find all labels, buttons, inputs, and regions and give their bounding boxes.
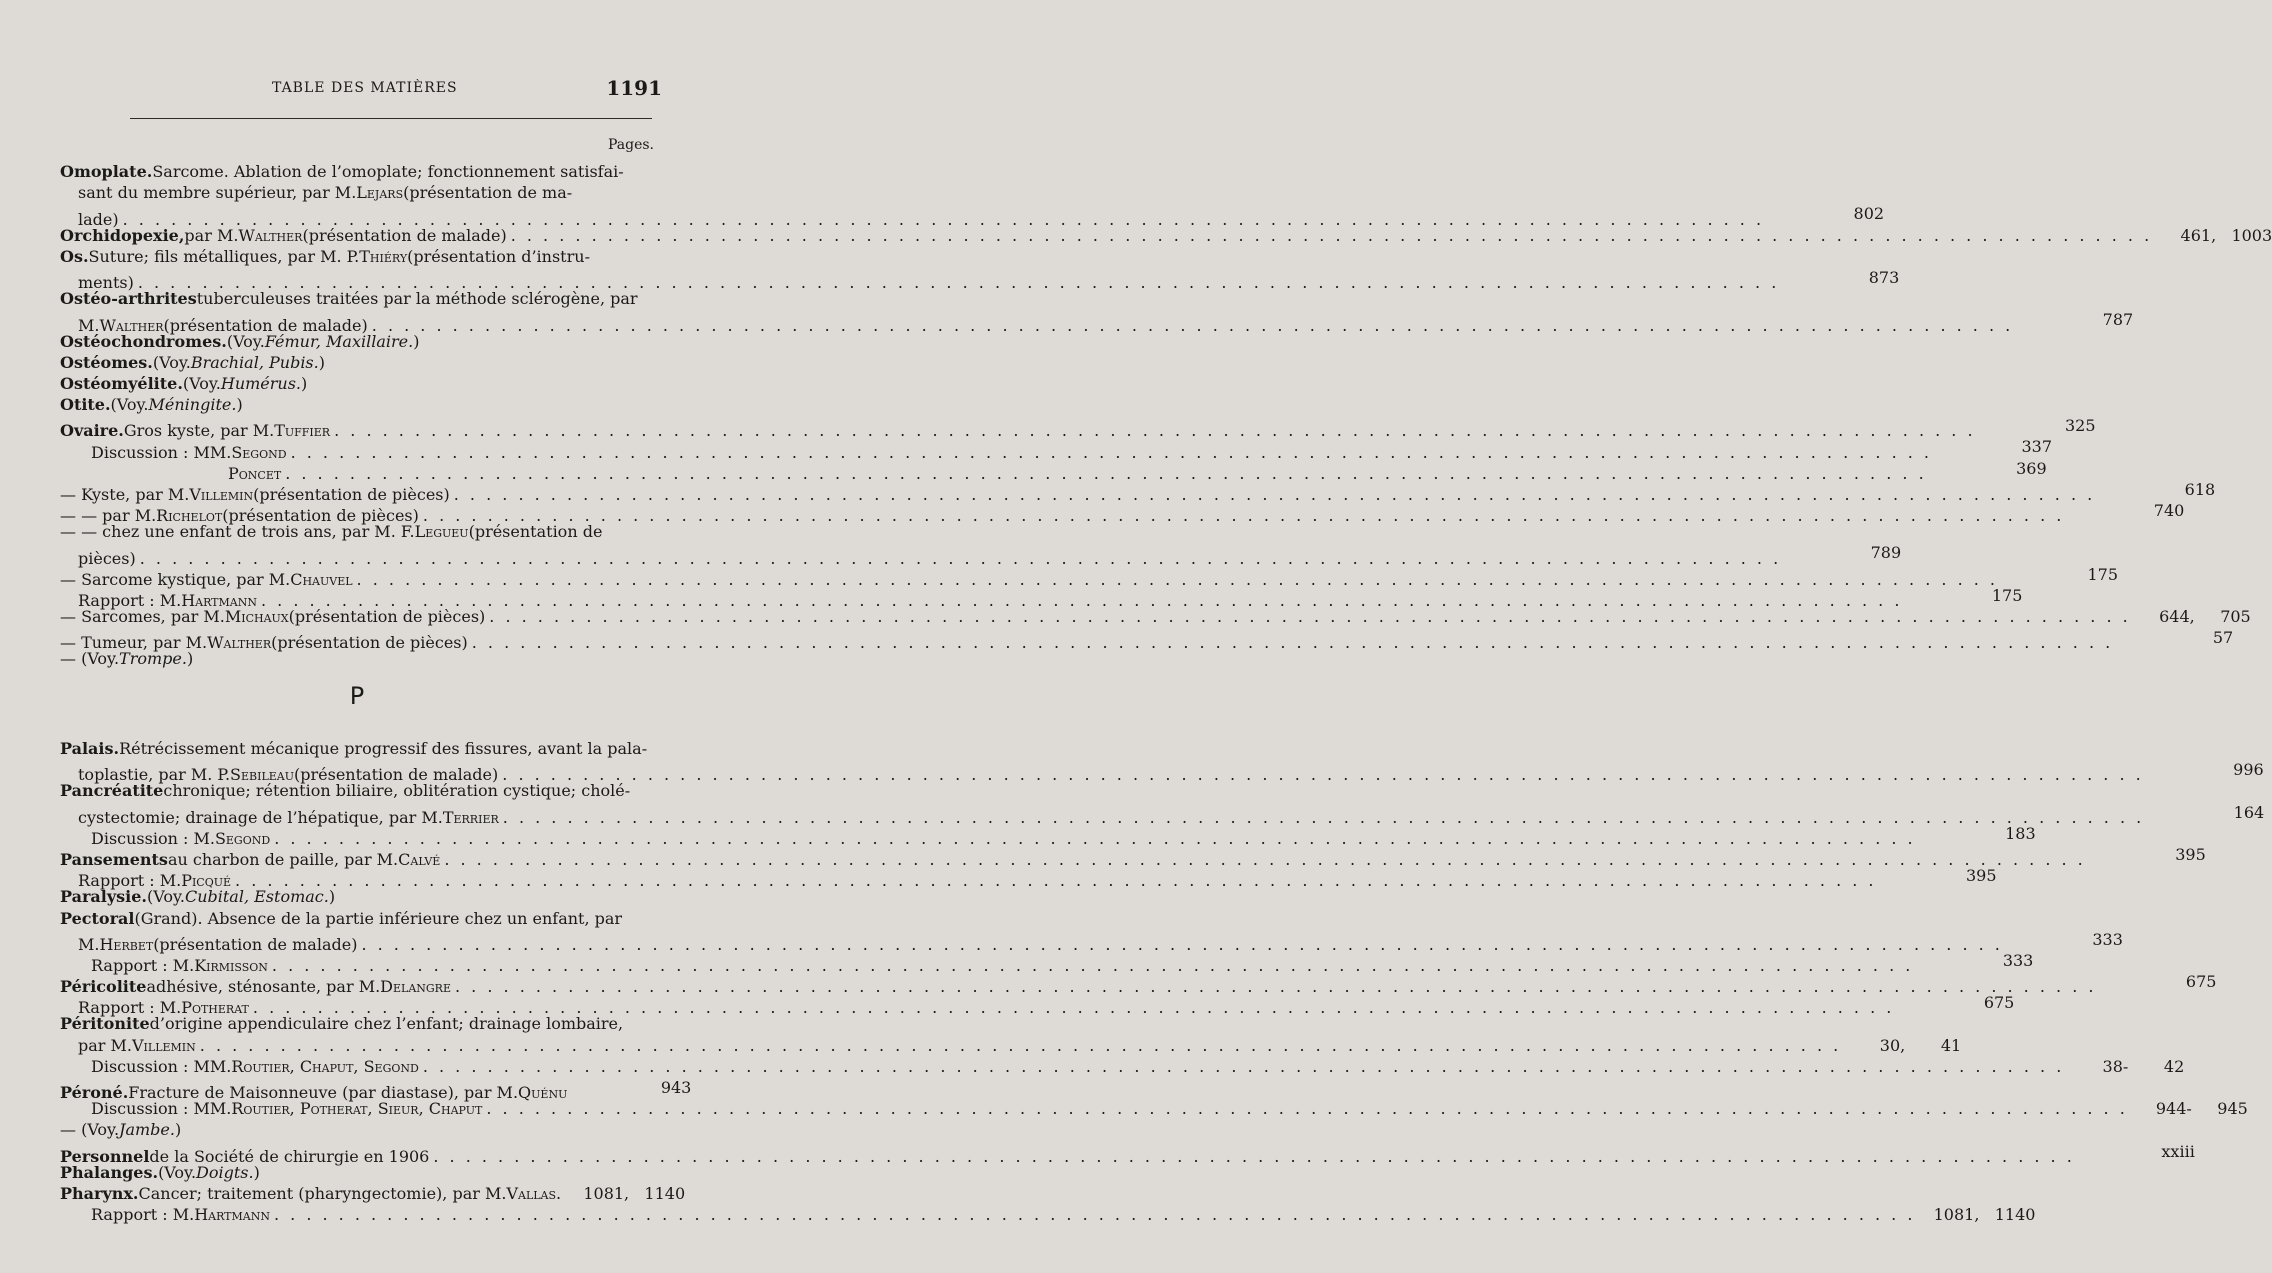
page-ref [1768,203,1828,224]
page-ref: 675 [1983,993,2015,1013]
index-line [60,521,656,542]
entry-term: Ostéomes. [60,352,153,372]
index-line [60,161,656,182]
index-section-p [60,738,2265,1225]
entry-text: (présentation de malade) [163,315,368,335]
entry-text: Gros kyste, par M. [123,421,275,441]
author-name: Chauvel [290,569,353,589]
page-refs [1931,458,2047,479]
entry-text: — Tumeur, par M. [60,633,208,653]
page-refs [1845,1035,1961,1056]
page-refs [1980,415,2096,436]
page-ref [2090,844,2150,865]
page-ref [2117,627,2177,648]
author-name: Segond [231,442,287,462]
page-ref [1881,865,1941,886]
dot-leader [140,548,1781,569]
entry-text: (Voy. [110,395,149,415]
page-refs [2007,929,2123,950]
entry-text: (présentation de [468,522,603,542]
index-line [60,908,656,929]
author-name: Legueu [414,522,469,542]
entry-text: de la Société de chirurgie en 1906 [149,1146,430,1166]
page-refs [1768,203,1884,224]
page-ref: xxiii [2161,1141,2195,1161]
page-ref: 41 [1940,1035,1962,1055]
page-refs [1783,267,1899,288]
cross-reference: Doigts. [196,1162,254,1182]
page-refs [1785,542,1901,563]
entry-text: — (Voy. [60,649,120,669]
entry-term: Paralysie. [60,887,147,907]
page-ref: 333 [2002,950,2034,970]
entry-text: (présentation de malade) [153,934,358,954]
author-name: Delangre [380,977,451,997]
page-ref: 38- [2102,1056,2129,1076]
entry-term: Ostéo-arthrites [60,289,197,309]
page-ref: 1081, [583,1183,630,1203]
dot-leader [503,807,2144,828]
page-ref: 175 [1991,585,2023,605]
entry-text: — Sarcomes, par M. [60,606,225,626]
page-ref: 944- [2155,1099,2192,1119]
entry-term: Pharynx. [60,1183,139,1203]
author-name: Poncet [228,463,282,483]
entry-term: Ostéomyélite. [60,373,183,393]
entry-text: (présentation de pièces) [222,506,419,526]
author-name: Thiéry [359,246,408,266]
page-refs [569,1183,685,1204]
dot-leader [274,828,1915,849]
page-ref [1936,436,1996,457]
page-ref: 42 [2163,1056,2185,1076]
page-refs [575,1077,691,1098]
entry-text: ) [253,1162,260,1182]
index-line [60,929,2123,954]
dot-leader [291,442,1932,463]
index-line [60,246,656,267]
running-title: TABLE DES MATIÈRES [272,80,458,96]
entry-text: ) [328,887,336,907]
entry-term: Otite. [60,395,111,415]
author-name: Kirmisson [194,956,268,976]
page-ref [2079,1141,2139,1162]
header-rule [130,118,652,119]
cross-reference: Fémur, Maxillaire. [264,331,414,351]
page-ref: 996 [2233,760,2264,780]
index-line [60,802,2265,827]
page-ref: 30, [1879,1035,1906,1055]
dot-leader [511,225,2152,246]
entry-term: Péricolite [60,977,147,997]
page-ref: 943 [660,1078,692,1097]
entry-term: Ostéochondromes. [60,331,227,351]
dot-leader [357,569,1998,590]
entry-text: Rapport : M. [78,590,182,610]
entry-term: Péroné. [60,1083,129,1103]
index-line [60,1183,686,1204]
dot-leader [272,955,1913,976]
entry-text: par M. [184,225,239,245]
page-ref [1980,415,2040,436]
entry-text: M. [78,315,100,335]
page-ref: 333 [2092,929,2123,949]
page-ref: 802 [1853,204,1885,224]
entry-term: Omoplate. [60,162,153,181]
dot-leader [455,976,2096,997]
page-ref: 175 [2087,564,2118,584]
author-name: Picqué [181,871,232,891]
author-name: Calvé [398,850,441,870]
entry-text: Rapport : M. [91,1205,195,1225]
entry-text: Rapport : M. [91,956,195,976]
author-name: Quénu [518,1083,568,1103]
index-line [60,780,656,801]
index-line [60,182,656,203]
author-name: Vallas [506,1183,557,1203]
page-ref [2007,929,2067,950]
page-ref: 618 [2184,479,2216,499]
entry-text: adhésive, sténosante, par M. [146,977,381,997]
entry-text: Discussion : MM. [91,1056,232,1076]
index-section-o [60,161,2272,670]
dot-leader [372,315,2013,336]
dot-leader [489,606,2130,627]
index-line [60,542,1902,568]
index-line [60,352,656,373]
dot-leader [423,1056,2064,1077]
page-ref: 1081, [1933,1205,1980,1225]
entry-text: Rapport : M. [78,871,182,891]
author-name: Walther [207,633,272,653]
entry-text: — — chez une enfant de trois ans, par M. F. [60,522,415,542]
dot-leader [433,1146,2074,1167]
entry-text: (Voy. [152,352,191,372]
cross-reference: Brachial, Pubis. [190,352,319,372]
page-ref: 57 [2212,628,2234,648]
dot-leader [423,505,2064,526]
page-ref: 337 [2021,437,2053,457]
entry-text: — — par M. [60,506,157,526]
page-ref [1931,458,1991,479]
cross-reference: Méningite. [148,395,237,415]
dot-leader [502,764,2143,785]
dot-leader [235,870,1876,891]
entry-text: (présentation de pièces) [288,606,486,626]
page-ref: 1003 [2231,225,2272,245]
page-ref [1906,585,1966,606]
page-ref: 945 [2217,1099,2248,1119]
page-refs [1898,992,2014,1013]
index-line [60,1056,2185,1077]
entry-text: au charbon de paille, par M. [167,850,399,870]
entry-text: (Grand). Absence de la partie inférieure chez un enfant, par [134,908,623,928]
dot-leader [285,463,1926,484]
page-ref [2017,309,2077,330]
page-refs [2068,500,2184,521]
author-name: Potherat [181,998,249,1018]
author-name: Villemin [189,485,254,505]
page-header [60,76,660,102]
entry-text: ) [413,331,420,351]
page-refs [2099,479,2215,500]
page-refs [2135,606,2251,627]
author-name: Tuffier [274,421,331,441]
entry-text: (présentation de malade) [294,765,499,785]
entry-text: pièces) [78,548,136,568]
author-name: Herbet [99,934,154,954]
index-line [60,309,2134,335]
page-ref: 740 [2153,501,2185,520]
page-ref [2148,802,2208,823]
entry-text: (présentation de ma- [403,183,573,203]
page-ref: 369 [2016,458,2047,478]
page-refs [1906,585,2022,606]
entry-text: . [556,1183,562,1203]
entry-term: Pancréatite [60,781,164,801]
page-ref: 164 [2233,802,2265,822]
entry-term: Personnel [60,1146,150,1166]
entry-term: Phalanges. [60,1162,159,1182]
index-line [60,225,2272,246]
entry-text: (présentation de pièces) [271,633,468,653]
cross-reference: Humérus. [220,373,302,393]
entry-text: lade) [78,209,119,229]
entry-text: cystectomie; drainage de l’hépatique, par M. [78,807,443,827]
entry-term: Palais. [60,739,120,758]
page-ref [575,1077,635,1098]
dot-leader [444,849,2085,870]
page-ref [1785,542,1845,563]
author-name: Lejars [356,183,404,203]
entry-text: Rapport : M. [78,998,182,1018]
dot-leader [472,632,2113,653]
cross-reference: Trompe. [119,649,187,669]
author-name: Routier, Potherat, Sieur, Chaput [231,1099,483,1119]
index-line [60,1013,656,1034]
entry-text: par M. [78,1035,132,1055]
index-line [60,627,2234,653]
entry-text: (présentation d’instru- [407,246,590,266]
page-ref [1898,992,1958,1013]
index-line [60,203,1885,229]
section-letter: P [349,682,365,710]
entry-text: — Kyste, par M. [60,485,190,505]
entry-term: Os. [60,246,89,266]
page-ref: 1140 [1994,1205,2036,1225]
entry-text: (présentation de pièces) [253,485,450,505]
index-line [60,288,656,309]
author-name: Hartmann [194,1205,270,1225]
page-refs [1917,950,2033,971]
page-refs [2100,971,2216,992]
page-ref [2068,500,2128,521]
entry-term: Péritonite [60,1014,150,1034]
cross-reference: Jambe. [119,1120,175,1140]
index-line [60,1077,692,1103]
index-line [60,759,2264,785]
index-line [60,373,656,394]
page-refs [2090,844,2206,865]
author-name: Walther [99,315,164,335]
entry-text: toplastie, par M. P. [78,765,231,785]
page-ref [1783,267,1843,288]
page-ref: 395 [2175,844,2206,864]
index-line [60,267,1900,293]
page-ref: 183 [2005,823,2036,843]
page-refs [1881,865,1997,886]
page-ref [1917,950,1977,971]
entry-text: Rétrécissement mécanique progressif des fissures, avant la pala- [119,739,648,758]
entry-text: sant du membre supérieur, par M. [78,183,357,203]
page-refs [2117,627,2233,648]
entry-text: ments) [78,273,134,293]
index-line [60,394,656,415]
entry-text: ) [186,649,194,669]
entry-text: (Voy. [226,331,265,351]
dot-leader [334,420,1975,441]
index-line [60,738,656,759]
entry-text: (Voy. [182,373,221,393]
page-refs [2017,309,2133,330]
entry-text: M. [78,934,100,954]
page-refs [2068,1056,2184,1077]
entry-text: Cancer; traitement (pharyngectomie), par M. [138,1183,507,1203]
dot-leader [486,1098,2127,1119]
author-name: Hartmann [181,590,257,610]
page-refs [2148,759,2264,780]
index-line [60,1035,1962,1056]
page-refs [2132,1098,2248,1119]
dot-leader [361,934,2002,955]
entry-text: ) [174,1120,182,1140]
page-refs [2148,802,2264,823]
index-line [60,1141,2195,1166]
entry-term: Pectoral [60,908,135,928]
page-ref: 325 [2065,416,2096,436]
page-ref: 395 [1965,866,1997,886]
author-name: Terrier [442,807,499,827]
entry-text: Fracture de Maisonneuve (par diastase), par M. [128,1083,519,1103]
page-ref [2100,971,2160,992]
entry-text: tuberculeuses traitées par la méthode sclérogène, par [196,289,638,309]
page-ref: 787 [2102,310,2134,330]
cross-reference: Cubital, Estomac. [184,887,329,907]
entry-text: d’origine appendiculaire chez l’enfant; drainage lombaire, [149,1014,624,1034]
page-refs [2002,564,2118,585]
author-name: Sebileau [230,765,295,785]
page-ref: 873 [1868,267,1900,287]
index-line [60,415,2096,441]
page-ref: 789 [1870,543,1902,563]
page-ref: 1140 [644,1183,686,1203]
page-ref: 644, [2159,606,2195,626]
entry-text: ) [236,395,243,415]
entry-term: Pansements [60,850,168,870]
entry-text: Discussion : M. [91,828,215,848]
entry-text: Suture; fils métalliques, par M. P. [88,246,360,266]
page-ref [1920,823,1980,844]
page-refs [1919,1204,2035,1225]
entry-text: ) [318,352,325,372]
author-name: Richelot [156,506,223,526]
page-refs [1936,436,2052,457]
pages-column-label: Pages. [607,137,654,153]
entry-text: Discussion : MM. [91,1099,232,1119]
index-line [60,606,2251,627]
dot-leader [200,1035,1841,1056]
page-refs [1920,823,2036,844]
page-number: 1191 [606,76,662,100]
entry-text: chronique; rétention biliaire, oblitération cystique; cholé- [163,781,631,801]
page-ref: 675 [2185,972,2217,992]
index-line [60,1119,656,1140]
dot-leader [454,484,2095,505]
index-line [60,1098,2248,1119]
page-refs [2156,225,2272,246]
page-ref [2002,564,2062,585]
author-name: Michaux [224,606,289,626]
index-line [60,1204,2036,1225]
entry-text: (présentation de malade) [302,225,507,245]
entry-text: Sarcome. Ablation de l’omoplate; fonctionnement satisfai- [152,162,624,181]
entry-term: Ovaire. [60,421,124,441]
entry-text: (Voy. [146,887,185,907]
entry-text: (Voy. [158,1162,197,1182]
entry-text: — (Voy. [60,1120,120,1140]
page-ref [2148,759,2208,780]
entry-term: Orchidopexie, [60,225,185,245]
author-name: Segond [214,828,271,848]
author-name: Routier, Chaput, Segond [231,1056,419,1076]
entry-text: — Sarcome kystique, par M. [60,569,291,589]
page-ref [2099,479,2159,500]
author-name: Walther [238,225,303,245]
author-name: Villemin [131,1035,196,1055]
dot-leader [274,1204,1915,1225]
entry-text: Discussion : MM. [91,442,232,462]
page-refs [2079,1141,2195,1162]
entry-text: ) [301,373,308,393]
page-ref: 461, [2180,225,2217,245]
page-ref: 705 [2220,606,2251,626]
